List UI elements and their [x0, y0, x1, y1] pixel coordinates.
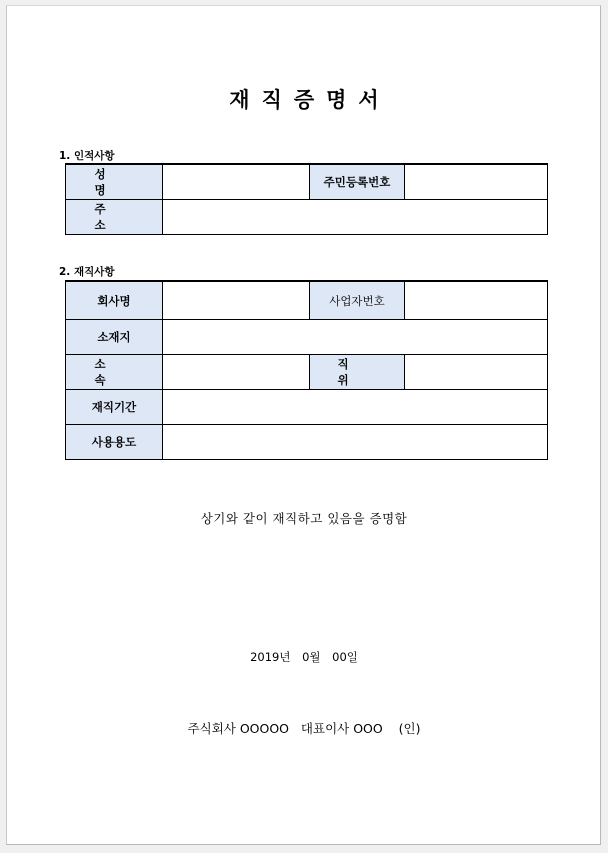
label-address: 주 소 [66, 200, 163, 235]
table-row [66, 164, 548, 200]
name-field[interactable] [163, 164, 310, 200]
certification-statement: 상기와 같이 재직하고 있음을 증명함 [200, 511, 408, 526]
label-department: 소 속 [66, 355, 163, 390]
address-field[interactable] [163, 200, 548, 235]
company-name-field[interactable] [163, 281, 310, 320]
document-title: 재직증명서 [229, 88, 391, 112]
business-number-field[interactable] [405, 281, 548, 320]
table-row [66, 425, 548, 460]
label-employment-period: 재직기간 [66, 390, 163, 425]
label-purpose: 사용용도 [66, 425, 163, 460]
location-field[interactable] [163, 320, 548, 355]
signature-line: 주식회사 OOOOO 대표이사 OOO (인) [187, 721, 421, 736]
label-location: 소재지 [66, 320, 163, 355]
table-row [66, 320, 548, 355]
label-resident-number: 주민등록번호 [310, 164, 405, 200]
table-row [66, 390, 548, 425]
employment-period-field[interactable] [163, 390, 548, 425]
department-field[interactable] [163, 355, 310, 390]
purpose-field[interactable] [163, 425, 548, 460]
label-name: 성 명 [66, 164, 163, 200]
label-position: 직 위 [310, 355, 405, 390]
employment-info-table [65, 280, 548, 460]
section-heading-employment: 2. 재직사항 [59, 266, 115, 278]
section-heading-personal: 1. 인적사항 [59, 150, 115, 162]
personal-info-table [65, 163, 548, 235]
issue-date: 2019년 0월 00일 [250, 650, 358, 664]
position-field[interactable] [405, 355, 548, 390]
table-row [66, 355, 548, 390]
label-business-number: 사업자번호 [310, 281, 405, 320]
table-row [66, 281, 548, 320]
resident-number-field[interactable] [405, 164, 548, 200]
label-company-name: 회사명 [66, 281, 163, 320]
table-row [66, 200, 548, 235]
